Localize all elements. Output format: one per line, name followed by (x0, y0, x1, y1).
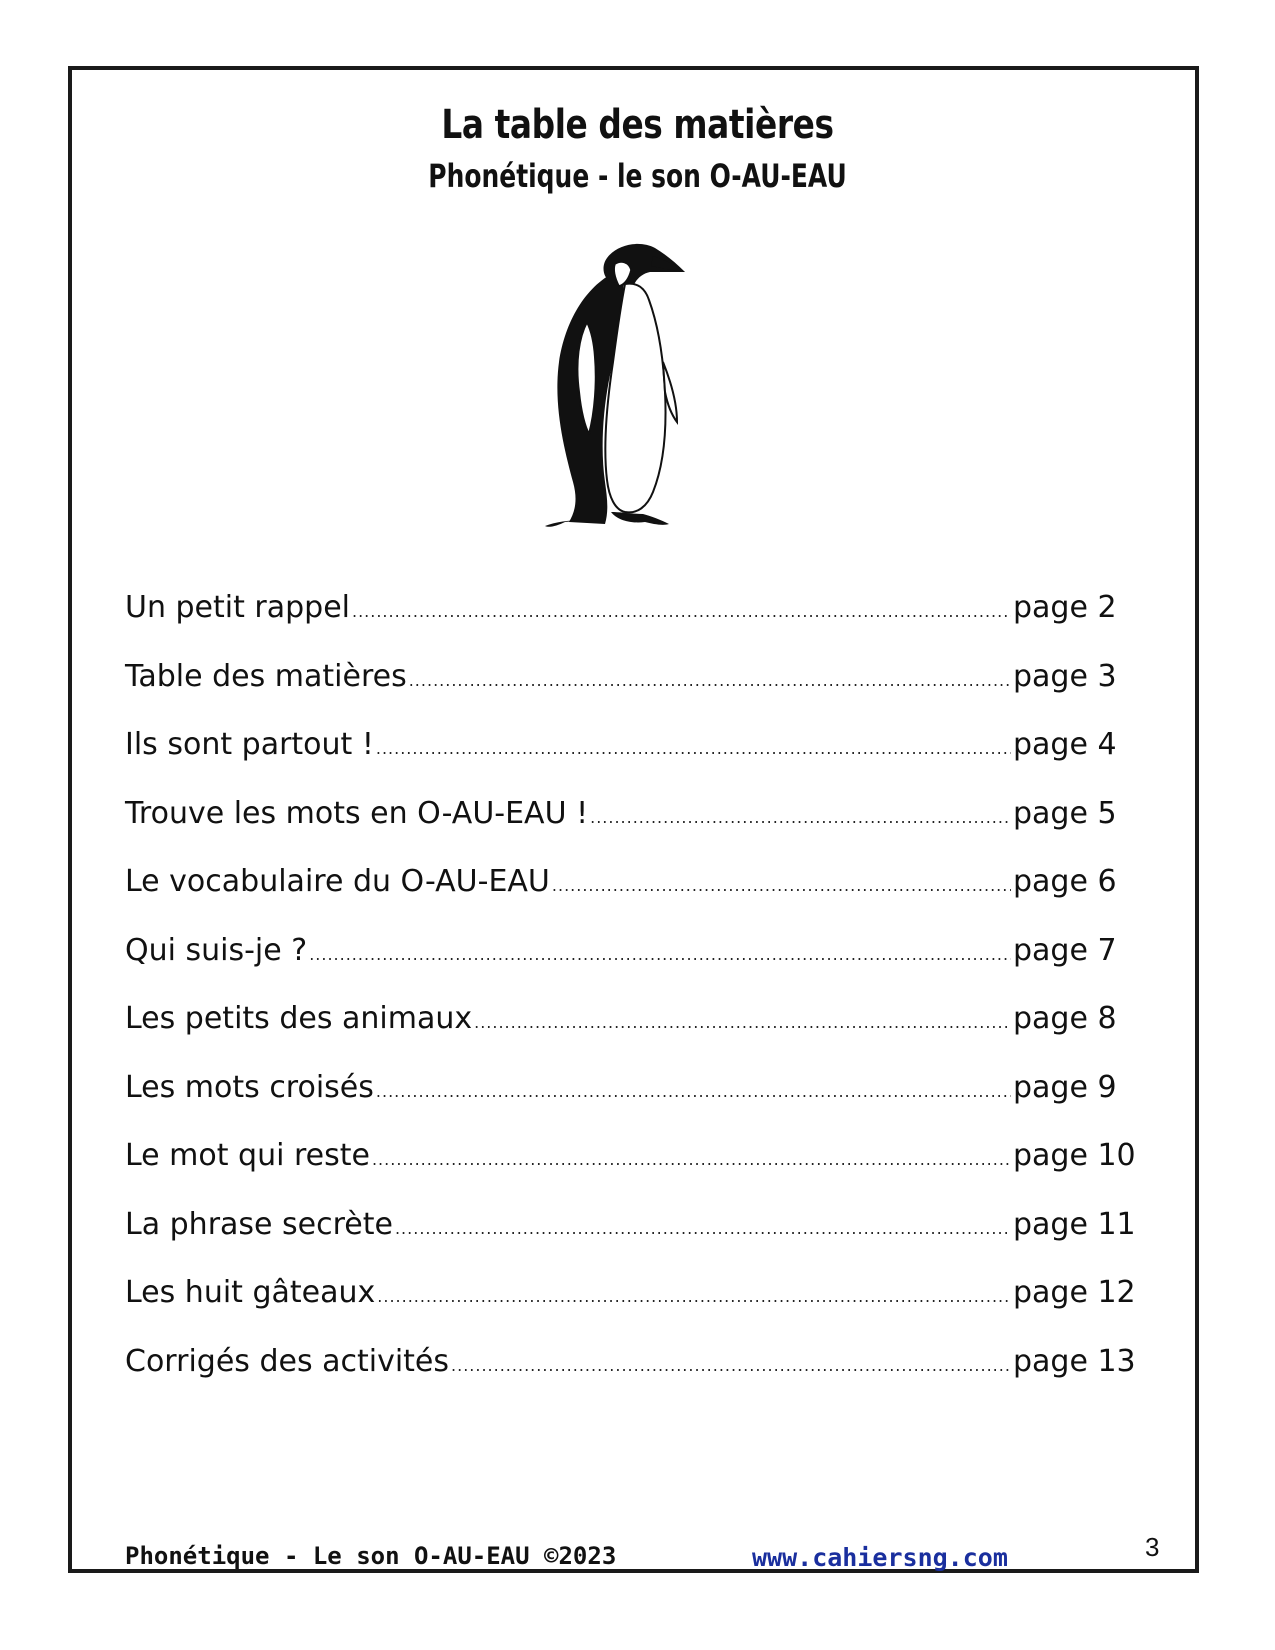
toc-label: Qui suis-je ? (125, 932, 308, 968)
footer-copyright: Phonétique - Le son O-AU-EAU ©2023 (125, 1542, 617, 1570)
toc-entry (125, 659, 1125, 728)
toc-label: Ils sont partout ! (125, 727, 374, 762)
toc-page: page 9 (1013, 1069, 1117, 1105)
toc-entry (125, 1070, 1125, 1139)
toc-page: page 10 (1013, 1138, 1136, 1173)
toc-page: page 13 (1013, 1343, 1136, 1379)
page-title: La table des matières (441, 102, 834, 148)
dot-leader (376, 739, 1011, 758)
dot-leader (377, 1287, 1011, 1306)
toc-page: page 8 (1013, 1001, 1117, 1036)
toc-entry (125, 1206, 1136, 1276)
toc-entry (125, 933, 1125, 1002)
toc-label: La phrase secrète (125, 1206, 393, 1242)
footer-website-link[interactable]: www.cahiersng.com (752, 1543, 1008, 1572)
dot-leader (409, 671, 1011, 690)
toc-page: page 6 (1013, 864, 1117, 899)
dot-leader (451, 1356, 1011, 1375)
toc-page: page 3 (1013, 658, 1117, 694)
toc-label: Corrigés des activités (125, 1343, 450, 1379)
dot-leader (590, 808, 1011, 827)
dot-leader (395, 1219, 1011, 1238)
toc-entry (125, 590, 1125, 659)
toc-entry (125, 1138, 1136, 1207)
toc-entry (125, 796, 1125, 865)
toc-label: Les huit gâteaux (125, 1275, 376, 1310)
toc-entry (125, 1001, 1125, 1070)
penguin-icon (545, 242, 725, 537)
dot-leader (376, 1082, 1011, 1101)
toc-label: Table des matières (125, 658, 407, 694)
page-subtitle: Phonétique - le son O-AU-EAU (428, 157, 847, 195)
dot-leader (352, 602, 1011, 621)
dot-leader (552, 876, 1011, 895)
toc-entry (125, 864, 1125, 933)
toc-page: page 11 (1013, 1206, 1136, 1242)
toc-label: Les petits des animaux (125, 1001, 473, 1036)
toc-label: Trouve les mots en O-AU-EAU ! (125, 795, 589, 831)
toc-page: page 2 (1013, 590, 1117, 625)
toc-label: Un petit rappel (125, 590, 350, 625)
table-of-contents (125, 590, 1136, 1412)
page-number: 3 (1145, 1532, 1160, 1562)
dot-leader (309, 945, 1011, 964)
toc-page: page 5 (1013, 795, 1117, 831)
dot-leader (372, 1150, 1011, 1169)
toc-entry (125, 1275, 1136, 1344)
toc-label: Les mots croisés (125, 1069, 374, 1105)
toc-page: page 12 (1013, 1275, 1136, 1310)
dot-leader (474, 1013, 1011, 1032)
toc-label: Le vocabulaire du O-AU-EAU (125, 864, 550, 899)
toc-entry (125, 1343, 1136, 1413)
toc-page: page 7 (1013, 932, 1117, 968)
toc-label: Le mot qui reste (125, 1138, 370, 1173)
toc-entry (125, 727, 1125, 796)
toc-page: page 4 (1013, 727, 1117, 762)
